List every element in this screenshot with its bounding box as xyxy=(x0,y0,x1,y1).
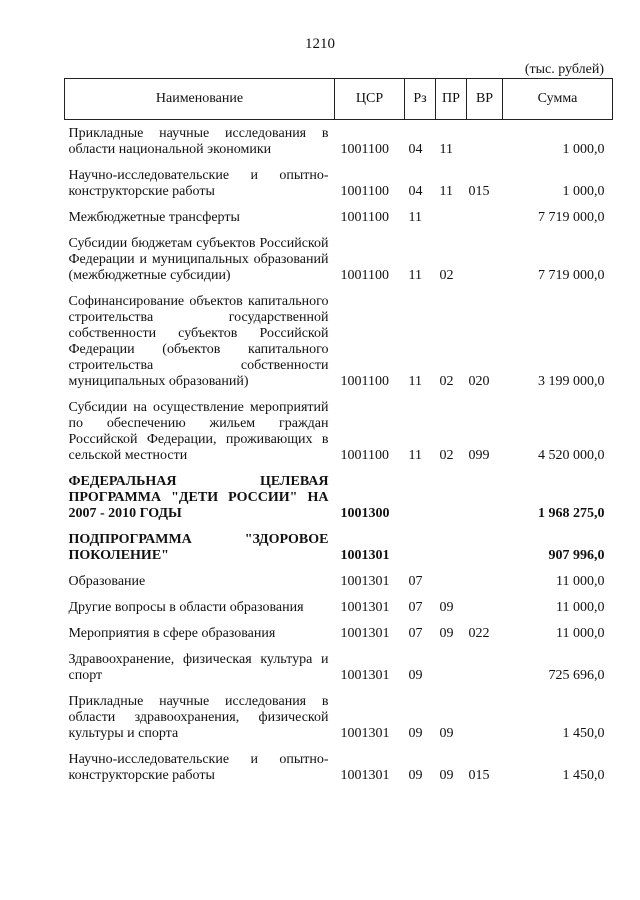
cell-rz: 07 xyxy=(408,600,423,615)
cell-sum: 3 199 000,0 xyxy=(538,374,605,389)
cell-vr xyxy=(467,594,503,620)
cell-sum: 1 000,0 xyxy=(562,184,605,199)
cell-pr: 02 xyxy=(439,374,454,389)
cell-name: Софинансирование объектов капитального строительства государственной собственности субъектов Российской Федерации (объектов капитального строительства собственности муниципальных образований) xyxy=(68,294,329,389)
cell-sum: 7 719 000,0 xyxy=(538,210,605,225)
cell-pr xyxy=(436,468,467,526)
cell-csr: 1001100 xyxy=(340,448,389,463)
cell-csr: 1001100 xyxy=(340,142,389,157)
cell-csr: 1001100 xyxy=(340,210,389,225)
cell-csr: 1001301 xyxy=(340,626,390,641)
table-row xyxy=(65,204,613,230)
table-row xyxy=(65,526,613,568)
header-row xyxy=(65,79,613,120)
cell-pr: 09 xyxy=(439,768,454,783)
table-row xyxy=(65,620,613,646)
table-header xyxy=(65,79,613,120)
cell-name: Субсидии бюджетам субъектов Российской Федерации и муниципальных образований (межбюджетные субсидии) xyxy=(68,236,329,283)
cell-name: Здравоохранение, физическая культура и спорт xyxy=(68,652,329,683)
cell-name: Другие вопросы в области образования xyxy=(68,600,304,615)
cell-pr: 02 xyxy=(439,268,454,283)
cell-name: ПОДПРОГРАММА "ЗДОРОВОЕ ПОКОЛЕНИЕ" xyxy=(68,532,329,563)
cell-sum: 7 719 000,0 xyxy=(538,268,605,283)
cell-pr: 11 xyxy=(439,142,453,157)
cell-csr: 1001300 xyxy=(340,506,390,521)
table-row xyxy=(65,646,613,688)
cell-pr: 02 xyxy=(439,448,454,463)
cell-vr xyxy=(467,526,503,568)
cell-rz: 11 xyxy=(408,210,422,225)
cell-name: Научно-исследовательские и опытно-конструкторские работы xyxy=(68,168,329,199)
cell-rz: 09 xyxy=(408,768,423,783)
cell-vr: 022 xyxy=(468,626,490,641)
cell-sum: 11 000,0 xyxy=(556,600,605,615)
units-label: (тыс. рублей) xyxy=(524,62,604,77)
table-row xyxy=(65,120,613,163)
cell-pr xyxy=(436,204,467,230)
cell-sum: 11 000,0 xyxy=(556,574,605,589)
page-number: 1210 xyxy=(305,36,335,52)
cell-rz: 07 xyxy=(408,574,423,589)
table-row xyxy=(65,230,613,288)
cell-rz: 11 xyxy=(408,448,422,463)
cell-sum: 1 000,0 xyxy=(562,142,605,157)
cell-name: Субсидии на осуществление мероприятий по обеспечению жильем граждан Российской Федерации, проживающих в сельской местности xyxy=(68,400,329,463)
table-body xyxy=(65,120,613,789)
cell-name: Мероприятия в сфере образования xyxy=(68,626,276,641)
cell-rz xyxy=(405,468,436,526)
cell-vr xyxy=(467,688,503,746)
cell-pr: 09 xyxy=(439,600,454,615)
cell-sum: 725 696,0 xyxy=(548,668,605,683)
cell-rz xyxy=(405,526,436,568)
cell-csr: 1001100 xyxy=(340,184,389,199)
cell-vr xyxy=(467,646,503,688)
cell-rz: 04 xyxy=(408,184,423,199)
cell-rz: 11 xyxy=(408,268,422,283)
cell-name: Научно-исследовательские и опытно-конструкторские работы xyxy=(68,752,329,783)
header-sum: Сумма xyxy=(503,79,613,120)
table-row xyxy=(65,468,613,526)
header-name: Наименование xyxy=(65,79,335,120)
cell-rz: 09 xyxy=(408,726,423,741)
table-row xyxy=(65,288,613,394)
cell-rz: 11 xyxy=(408,374,422,389)
cell-vr: 099 xyxy=(468,448,490,463)
cell-csr: 1001100 xyxy=(340,268,389,283)
cell-pr xyxy=(436,568,467,594)
budget-table xyxy=(64,78,613,788)
cell-sum: 907 996,0 xyxy=(548,548,605,563)
table-row xyxy=(65,594,613,620)
cell-rz: 07 xyxy=(408,626,423,641)
table-row xyxy=(65,746,613,788)
header-pr: ПР xyxy=(436,79,467,120)
cell-csr: 1001301 xyxy=(340,574,390,589)
cell-pr xyxy=(436,526,467,568)
cell-csr: 1001301 xyxy=(340,668,390,683)
cell-name: Образование xyxy=(68,574,146,589)
cell-sum: 1 968 275,0 xyxy=(538,506,605,521)
table-row xyxy=(65,568,613,594)
cell-sum: 1 450,0 xyxy=(562,768,605,783)
cell-pr xyxy=(436,646,467,688)
cell-sum: 1 450,0 xyxy=(562,726,605,741)
cell-sum: 4 520 000,0 xyxy=(538,448,605,463)
cell-vr: 015 xyxy=(468,768,490,783)
cell-pr: 09 xyxy=(439,626,454,641)
cell-vr xyxy=(467,568,503,594)
header-rz: Рз xyxy=(405,79,436,120)
cell-sum: 11 000,0 xyxy=(556,626,605,641)
table-row xyxy=(65,688,613,746)
cell-name: Прикладные научные исследования в области национальной экономики xyxy=(68,126,329,157)
table-row xyxy=(65,394,613,468)
cell-name: Межбюджетные трансферты xyxy=(68,210,240,225)
cell-name: Прикладные научные исследования в области здравоохранения, физической культуры и спорта xyxy=(68,694,329,741)
cell-csr: 1001100 xyxy=(340,374,389,389)
cell-vr xyxy=(467,230,503,288)
cell-csr: 1001301 xyxy=(340,600,390,615)
cell-pr: 11 xyxy=(439,184,453,199)
cell-pr: 09 xyxy=(439,726,454,741)
cell-vr xyxy=(467,468,503,526)
cell-vr xyxy=(467,120,503,163)
cell-csr: 1001301 xyxy=(340,548,390,563)
header-csr: ЦСР xyxy=(335,79,405,120)
cell-csr: 1001301 xyxy=(340,726,390,741)
cell-vr xyxy=(467,204,503,230)
cell-name: ФЕДЕРАЛЬНАЯ ЦЕЛЕВАЯ ПРОГРАММА "ДЕТИ РОССИИ" НА 2007 - 2010 ГОДЫ xyxy=(68,474,329,521)
cell-vr: 015 xyxy=(468,184,490,199)
cell-rz: 04 xyxy=(408,142,423,157)
table-row xyxy=(65,162,613,204)
cell-csr: 1001301 xyxy=(340,768,390,783)
cell-rz: 09 xyxy=(408,668,423,683)
cell-vr: 020 xyxy=(468,374,490,389)
header-vr: ВР xyxy=(467,79,503,120)
